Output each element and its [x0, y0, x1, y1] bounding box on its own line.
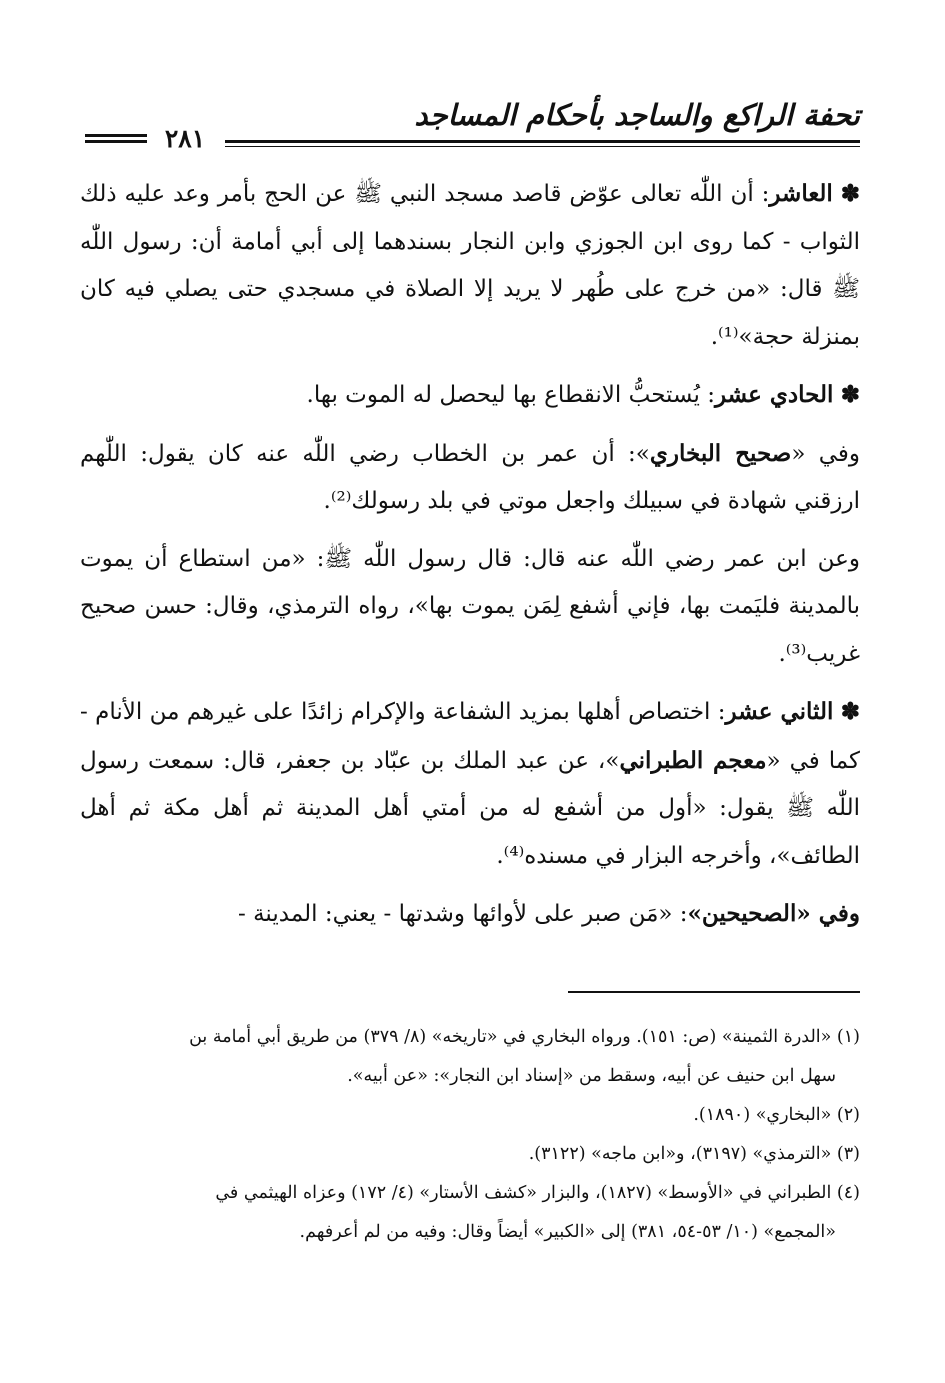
footnote-2: (٢) «البخاري» (١٨٩٠).: [693, 1105, 860, 1125]
paragraph-ibn-umar: [80, 536, 860, 679]
running-title: تحفة الراكع والساجد بأحكام المساجد: [414, 98, 860, 132]
paragraph-text: : أن اللّٰه تعالى عوّض قاصد مسجد النبي ﷺ عن الحج بأمر وعد عليه ذلك الثواب - كما روى ابن الجوزي وابن النجار بسندهما إلى أبي أمامة أن: رسول اللّٰه ﷺ قال: «من خرج على طُهر لا يريد إلا الصلاة في مسجدي حتى يصلي فيه كان بمنزلة حجة»⁽¹⁾.: [80, 181, 860, 350]
paragraph-bukhari: [80, 430, 860, 526]
asterisk-marker: ✽: [840, 180, 860, 207]
paragraph-eleventh: [80, 371, 860, 420]
footnote-4: (٤) الطبراني في «الأوسط» (١٨٢٧)، والبزار «كشف الأستار» (٤/ ١٧٢) وعزاه الهيثمي في: [215, 1183, 860, 1203]
main-text: [80, 170, 860, 949]
header-rule-right: [225, 140, 860, 143]
footnote-separator: [568, 991, 860, 993]
book-title: صحيح البخاري: [649, 439, 792, 467]
paragraph-lead: الحادي عشر: [714, 381, 834, 408]
asterisk-marker: ✽: [840, 381, 860, 408]
book-title: وفي «الصحيحين»: [687, 900, 860, 927]
footnote-3: (٣) «الترمذي» (٣١٩٧)، و«ابن ماجه» (٣١٢٢).: [528, 1144, 860, 1164]
paragraph-text: : «مَن صبر على لأوائها وشدتها - يعني: المدينة -: [237, 901, 688, 927]
paragraph-text: : يُستحبُّ الانقطاع بها ليحصل له الموت بها.: [306, 382, 715, 408]
footnote-4-continued: «المجمع» (١٠/ ٥٣-٥٤، ٣٨١) إلى «الكبير» أيضاً وقال: وفيه من لم أعرفهم.: [299, 1222, 836, 1242]
paragraph-text: »، عن عبد الملك بن عبّاد بن جعفر، قال: سمعت رسول اللّٰه ﷺ يقول: «أول من أشفع له من أمتي أهل المدينة ثم أهل مكة ثم أهل الطائف»، وأخرجه البزار في مسنده⁽⁴⁾.: [80, 747, 860, 869]
paragraph-lead: الثاني عشر: [725, 698, 834, 725]
footnote-1-continued: سهل ابن حنيف عن أبيه، وسقط من «إسناد ابن النجار»: «عن أبيه».: [347, 1066, 836, 1086]
footnotes: [80, 1018, 860, 1252]
book-title: معجم الطبراني: [619, 746, 767, 774]
asterisk-marker: ✽: [840, 698, 861, 725]
paragraph-twelfth: [80, 688, 860, 880]
paragraph-lead: العاشر: [769, 180, 833, 207]
paragraph-text: : اختصاص أهلها بمزيد الشفاعة والإكرام زائدًا على غيرهم من الأنام - كما في «: [80, 699, 860, 774]
paragraph-text: »: أن عمر بن الخطاب رضي اللّٰه عنه كان يقول: اللّٰهم ارزقني شهادة في سبيلك واجعل موتي في بلد رسولك⁽²⁾.: [80, 440, 860, 514]
paragraph-text: وفي «: [791, 440, 860, 467]
paragraph-text: وعن ابن عمر رضي اللّٰه عنه قال: قال رسول اللّٰه ﷺ: «من استطاع أن يموت بالمدينة فليَمت بها، فإني أشفع لِمَن يموت بها»، رواه الترمذي، وقال: حسن صحيح غريب⁽³⁾.: [80, 545, 860, 667]
paragraph-tenth: [80, 170, 860, 361]
paragraph-sahihain: [80, 890, 860, 939]
page-number: ٢٨١: [164, 124, 206, 153]
header-rule-left: [85, 134, 147, 137]
footnote-1: (١) «الدرة الثمينة» (ص: ١٥١). ورواه البخاري في «تاريخه» (٨/ ٣٧٩) من طريق أبي أمامة بن: [189, 1027, 860, 1047]
